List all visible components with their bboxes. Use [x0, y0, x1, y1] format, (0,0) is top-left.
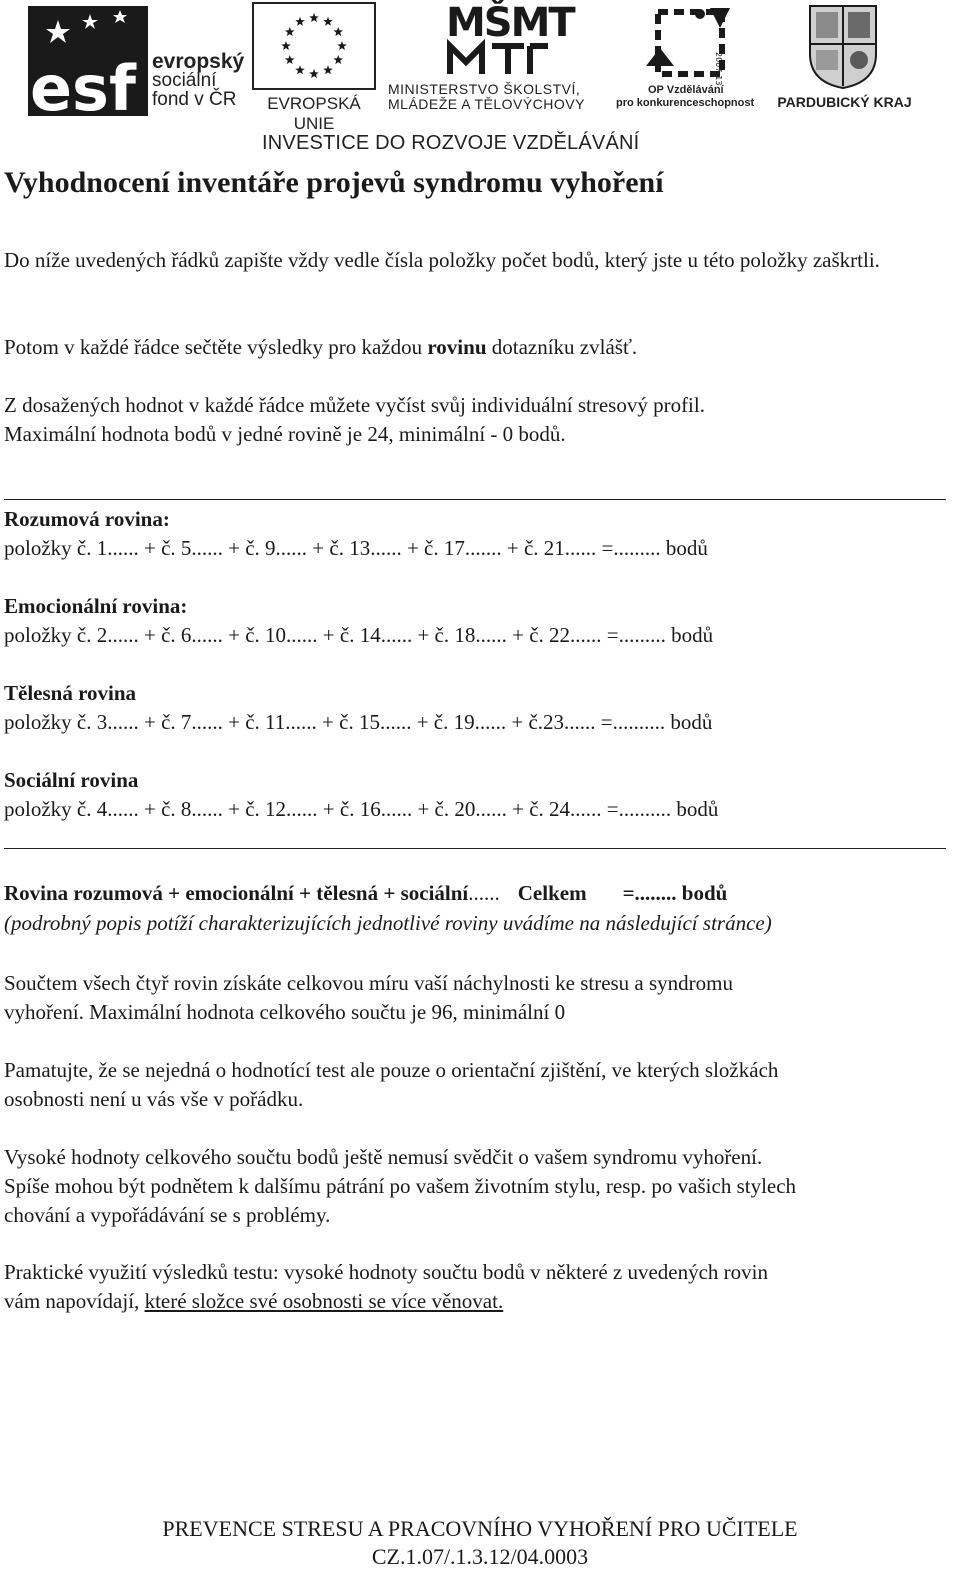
eu-logo [250, 2, 378, 133]
intro-p2-after: dotazníku zvlášť. [486, 335, 638, 359]
summary-formula: Rovina rozumová + emocionální + tělesná + sociální [4, 881, 469, 905]
p7-line-2-underlined: které složce své osobnosti se více věnovat. [144, 1289, 504, 1313]
pk-label: PARDUBICKÝ KRAJ [777, 94, 912, 110]
p5-line-2: osobnosti není u vás vše v pořádku. [4, 1087, 304, 1111]
esf-mark-icon [28, 6, 148, 125]
svg-text:MŠMT: MŠMT [446, 0, 574, 46]
section-line-rozumova: položky č. 1...... + č. 5...... + č. 9...... + č. 13...... + č. 17....... + č. 21...... =......... bodů [4, 536, 708, 560]
summary-note: (podrobný popis potíží charakterizujících jednotlivé roviny uvádíme na následující stránce) [4, 911, 772, 935]
p6-line-2: Spíše mohou být podnětem k dalšímu pátrání po vašem životním stylu, resp. po vašich stylech [4, 1174, 797, 1198]
divider-top [4, 499, 946, 500]
eu-star-icon [333, 55, 343, 64]
section-title-socialni: Sociální rovina [4, 768, 139, 792]
summary-line [4, 881, 727, 906]
eu-star-icon [295, 65, 305, 74]
footer-line-2: CZ.1.07/.1.3.12/04.0003 [371, 1544, 589, 1569]
pardubicky-kraj-logo [762, 4, 927, 116]
eu-star-icon [285, 27, 295, 36]
p7-line-2-before: vám napovídají, [4, 1289, 145, 1313]
esf-logo [28, 6, 245, 125]
eu-flag-icon [252, 2, 376, 90]
eu-star-icon [323, 17, 333, 26]
eu-star-icon [285, 55, 295, 64]
op-line-2: pro konkurenceschopnost [616, 97, 755, 109]
msmt-mark-icon [444, 0, 574, 78]
paragraph-6 [4, 1143, 952, 1230]
section-line-socialni: položky č. 4...... + č. 8...... + č. 12...... + č. 16...... + č. 20...... + č. 24...... =.......... bodů [4, 797, 719, 821]
msmt-text [388, 82, 613, 112]
section-line-emocionalni: položky č. 2...... + č. 6...... + č. 10...... + č. 14...... + č. 18...... + č. 22...... =......... bodů [4, 623, 714, 647]
paragraph-7 [4, 1258, 952, 1316]
tagline: INVESTICE DO ROZVOJE VZDĚLÁVÁNÍ [262, 132, 640, 154]
section-title-telesna: Tělesná rovina [4, 681, 137, 705]
p4-line-1: Součtem všech čtyř rovin získáte celkovou míru vaší náchylnosti ke stresu a syndromu [4, 971, 734, 995]
intro-paragraph-1: Do níže uvedených řádků zapište vždy vedle čísla položky počet bodů, který jste u této položky zaškrtli. [4, 248, 880, 272]
eu-star-icon [323, 65, 333, 74]
p7-line-1: Praktické využití výsledků testu: vysoké hodnoty součtu bodů v některé z uvedených rovin [4, 1260, 769, 1284]
intro-paragraph-2 [4, 333, 952, 362]
page-title: Vyhodnocení inventáře projevů syndromu vyhoření [4, 166, 664, 199]
coat-of-arms-icon [808, 4, 878, 88]
intro-paragraph-3 [4, 391, 952, 449]
esf-line-3: fond v ČR [152, 89, 237, 110]
summary-total-value: =........ bodů [622, 881, 728, 905]
msmt-logo [388, 0, 613, 118]
eu-star-icon [337, 41, 347, 50]
summary-total-label: Celkem [517, 881, 587, 905]
esf-line-2: sociální [152, 70, 217, 91]
p5-line-1: Pamatujte, že se nejedná o hodnotící test ale pouze o orientační zjištění, ve kterých složkách [4, 1058, 779, 1082]
divider-bottom [4, 848, 946, 849]
logo-header [0, 0, 960, 160]
op-text [616, 84, 758, 110]
esf-line-1: evropský [152, 50, 245, 73]
paragraph-4 [4, 969, 952, 1027]
section-title-emocionalni: Emocionální rovina: [4, 594, 188, 618]
p4-line-2: vyhoření. Maximální hodnota celkového součtu je 96, minimální 0 [4, 1000, 566, 1024]
intro-p2-bold: rovinu [427, 335, 487, 359]
p6-line-3: chování a vypořádávání se s problémy. [4, 1203, 331, 1227]
eu-star-icon [295, 17, 305, 26]
section-title-rozumova: Rozumová rovina: [4, 507, 170, 531]
op-line-1: OP Vzdělávání [648, 84, 724, 96]
eu-star-icon [309, 13, 319, 22]
svg-text:esf: esf [30, 52, 136, 125]
paragraph-5 [4, 1056, 952, 1114]
eu-label: EVROPSKÁ UNIE [267, 94, 361, 133]
p6-line-1: Vysoké hodnoty celkového součtu bodů ještě nemusí svědčit o vašem syndromu vyhoření. [4, 1145, 763, 1169]
svg-text:2007-13: 2007-13 [714, 52, 723, 86]
section-line-telesna: položky č. 3...... + č. 7...... + č. 11...... + č. 15...... + č. 19...... + č.23...... =.......... bodů [4, 710, 713, 734]
footer [0, 1515, 960, 1571]
op-logo [616, 4, 758, 116]
msmt-line-1: MINISTERSTVO ŠKOLSTVÍ, [388, 81, 581, 97]
intro-p3-line-2: Maximální hodnota bodů v jedné rovině je 24, minimální - 0 bodů. [4, 422, 566, 446]
op-mark-icon [644, 4, 734, 84]
eu-star-icon [333, 27, 343, 36]
intro-p3-line-1: Z dosažených hodnot v každé řádce můžete vyčíst svůj individuální stresový profil. [4, 393, 705, 417]
eu-star-icon [281, 41, 291, 50]
footer-line-1: PREVENCE STRESU A PRACOVNÍHO VYHOŘENÍ PRO UČITELE [162, 1516, 798, 1541]
esf-text [152, 52, 244, 109]
eu-star-icon [309, 69, 319, 78]
msmt-line-2: MLÁDEŽE A TĚLOVÝCHOVY [388, 96, 585, 112]
intro-p2-before: Potom v každé řádce sečtěte výsledky pro každou [4, 335, 428, 359]
summary-dots: ...... [468, 881, 500, 905]
